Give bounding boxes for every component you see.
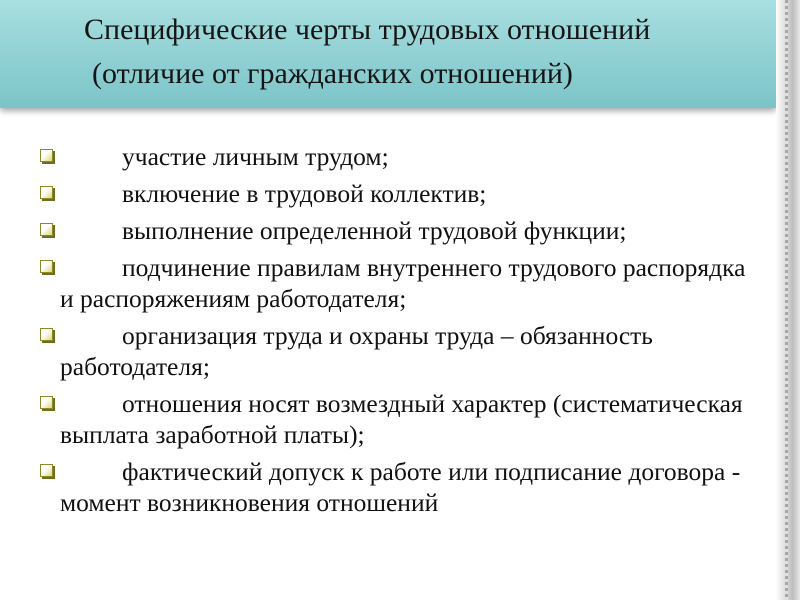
list-item-text: отношения носят возмездный характер (систематическая выплата заработной платы);	[60, 389, 743, 449]
square-bullet-icon	[40, 186, 53, 199]
list-item-text: выполнение определенной трудовой функции;	[122, 216, 627, 245]
feature-list	[40, 141, 750, 524]
list-item	[40, 456, 750, 518]
list-item-text: организация труда и охраны труда – обязанность работодателя;	[60, 321, 653, 381]
list-item	[40, 178, 750, 209]
list-item	[40, 252, 750, 314]
list-item-text: подчинение правилам внутреннего трудового распорядка и распоряжениям работодателя;	[60, 253, 746, 313]
list-item	[40, 320, 750, 382]
slide-title	[0, 8, 776, 96]
list-item	[40, 141, 750, 172]
square-bullet-icon	[40, 464, 53, 477]
decorative-stripe	[785, 0, 788, 600]
list-item	[40, 215, 750, 246]
decorative-right-border	[776, 0, 800, 600]
square-bullet-icon	[40, 223, 53, 236]
title-line-2: (отличие от гражданских отношений)	[92, 57, 573, 90]
square-bullet-icon	[40, 260, 53, 273]
list-item-text: участие личным трудом;	[122, 142, 389, 171]
list-item-text: включение в трудовой коллектив;	[122, 179, 487, 208]
title-banner	[0, 0, 776, 108]
square-bullet-icon	[40, 149, 53, 162]
list-item-text: фактический допуск к работе или подписание договора - момент возникновения отношений	[60, 457, 741, 517]
list-item	[40, 388, 750, 450]
square-bullet-icon	[40, 396, 53, 409]
square-bullet-icon	[40, 328, 53, 341]
title-line-1: Специфические черты трудовых отношений	[84, 13, 651, 46]
